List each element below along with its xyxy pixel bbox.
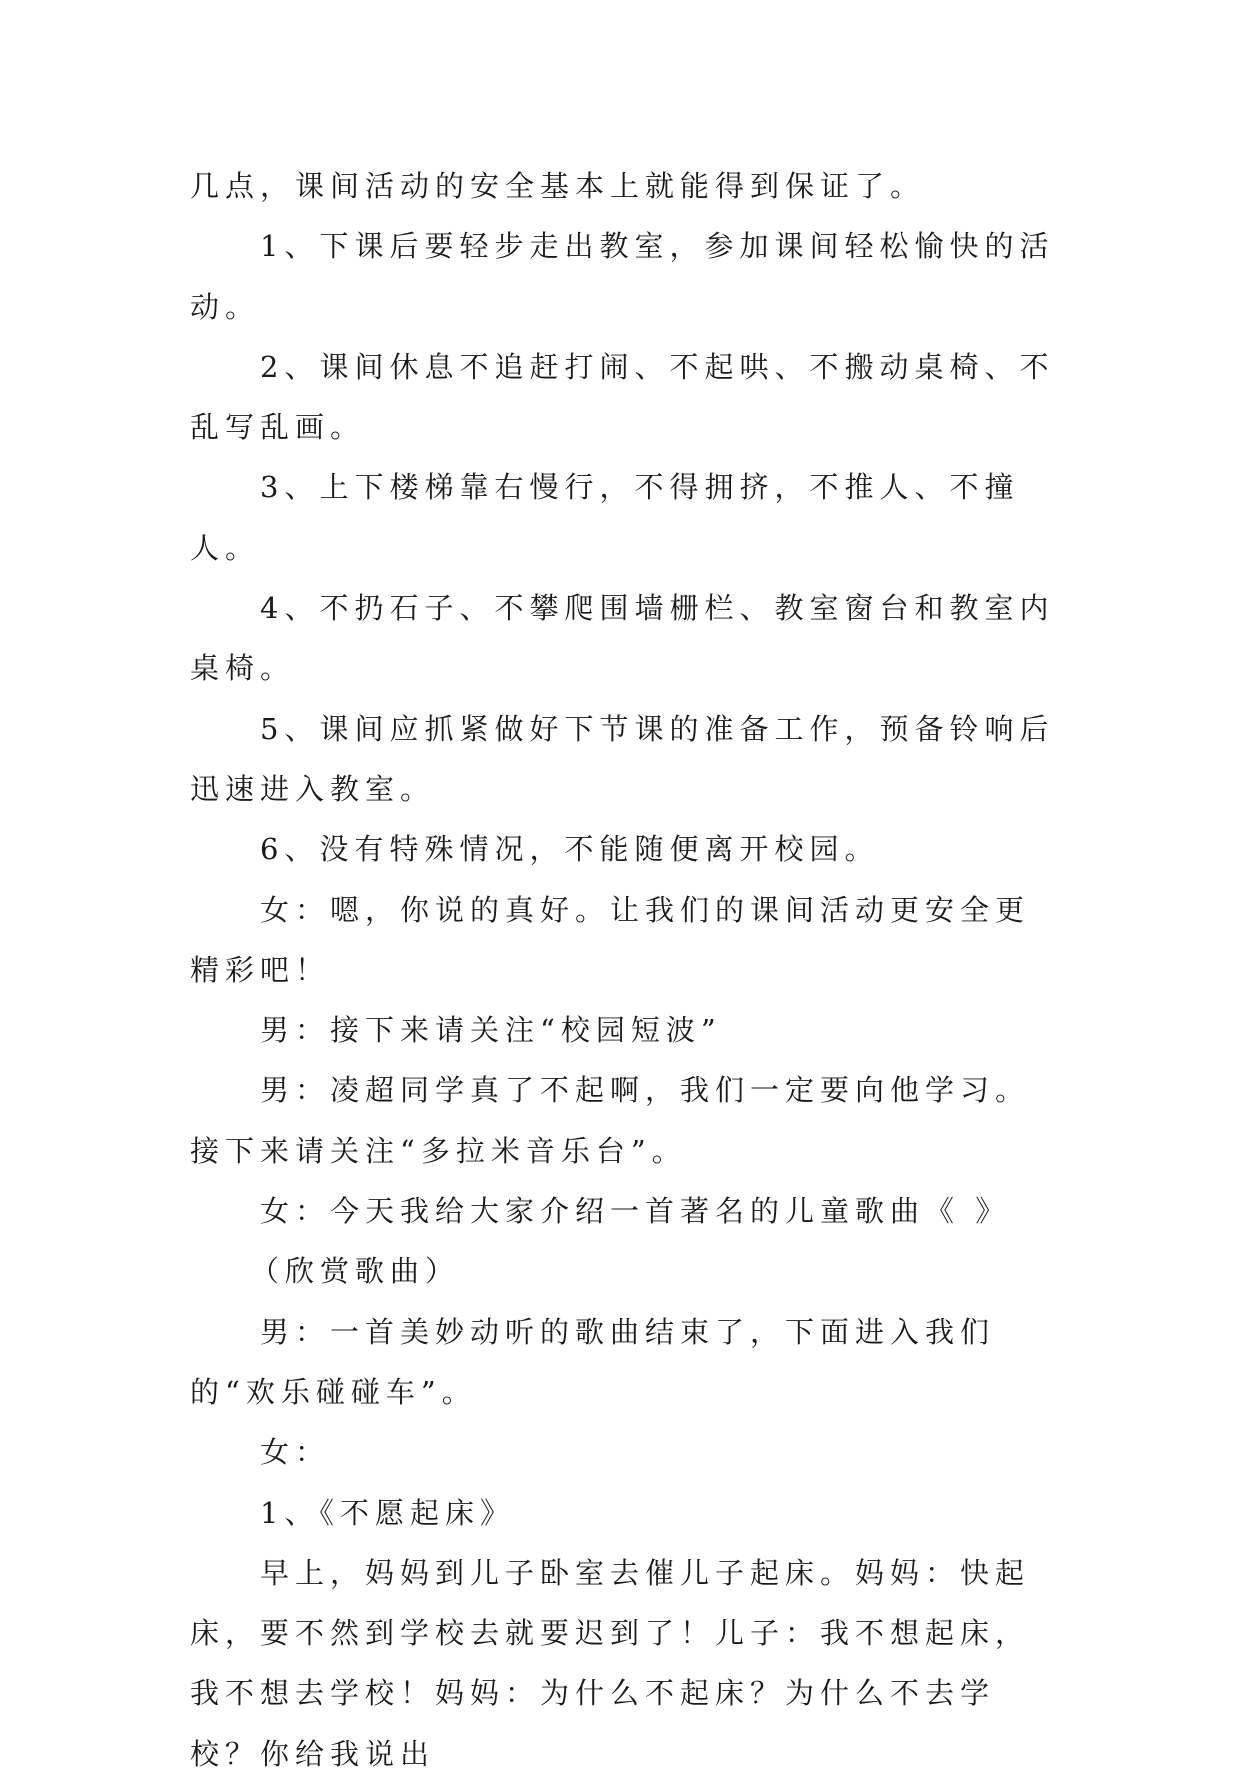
paragraph-4: 4、不扔石子、不攀爬围墙栅栏、教室窗台和教室内桌椅。: [190, 591, 1055, 686]
paragraph-15: 早上，妈妈到儿子卧室去催儿子起床。妈妈：快起床，要不然到学校去就要迟到了！儿子：我不想起床，我不想去学校！妈妈：为什么不起床？为什么不去学校？你给我说出: [190, 1555, 1031, 1771]
paragraph-0: 几点，课间活动的安全基本上就能得到保证了。: [190, 169, 926, 203]
paragraph-2: 2、课间休息不追赶打闹、不起哄、不搬动桌椅、不乱写乱画。: [190, 349, 1055, 445]
paragraph-9: 男：凌超同学真了不起啊，我们一定要向他学习。接下来请关注“多拉米音乐台”。: [190, 1073, 1031, 1168]
paragraph-6: 6、没有特殊情况，不能随便离开校园。: [260, 832, 880, 867]
paragraph-10: 女：今天我给大家介绍一首著名的儿童歌曲《 》: [260, 1194, 1011, 1229]
paragraph-12: 男：一首美妙动听的歌曲结束了，下面进入我们的“欢乐碰碰车”。: [190, 1314, 996, 1409]
paragraph-1: 1、下课后要轻步走出教室，参加课间轻松愉快的活动。: [190, 229, 1055, 324]
paragraph-14: 1、《不愿起床》: [260, 1495, 515, 1530]
paragraph-13: 女：: [260, 1435, 331, 1470]
paragraph-8: 男：接下来请关注“校园短波”: [260, 1013, 722, 1048]
paragraph-5: 5、课间应抓紧做好下节课的准备工作，预备铃响后迅速进入教室。: [190, 711, 1055, 806]
paragraph-7: 女：嗯，你说的真好。让我们的课间活动更安全更精彩吧！: [190, 892, 1031, 987]
paragraph-11: （欣赏歌曲）: [250, 1254, 461, 1289]
document-body: [190, 156, 1060, 1784]
paragraph-3: 3、上下楼梯靠右慢行，不得拥挤，不推人、不撞人。: [190, 470, 1020, 565]
